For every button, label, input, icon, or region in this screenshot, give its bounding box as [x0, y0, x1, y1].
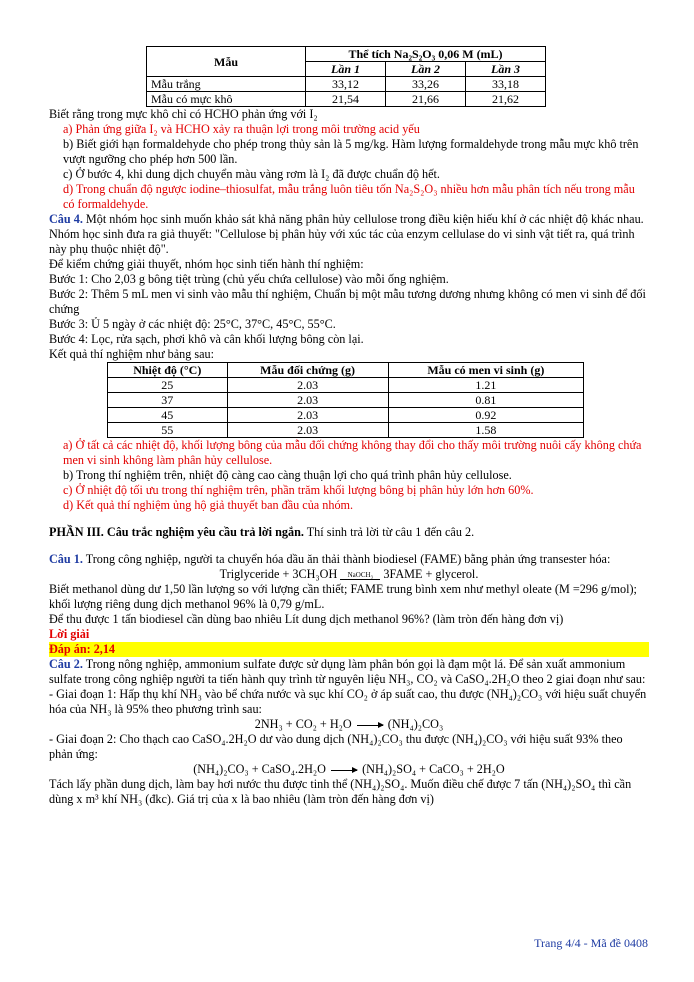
q4-step2: Bước 2: Thêm 5 mL men vi sinh vào mẫu thí nghiệm, Chuẩn bị một mẫu tương dương nhưng không có men vi sinh để đối chứng: [49, 287, 646, 316]
cell: 2.03: [227, 393, 388, 408]
table-row: [108, 378, 584, 393]
reaction-arrow-icon: [340, 571, 380, 580]
trial-1: Lần 1: [306, 62, 386, 77]
eq-left: Triglyceride + 3CH₃OH: [219, 567, 338, 581]
header-volume: Thể tích Na₂S₂O₃ 0,06 M (mL): [306, 47, 546, 62]
row-label: Mẫu có mực khô: [147, 92, 306, 107]
q3-statement-d: d) Trong chuẩn độ ngược iodine–thiosulfat, mẫu trắng luôn tiêu tốn Na₂S₂O₃ nhiều hơn mẫu phân tích nếu trong mẫu có formaldehyde.: [63, 182, 635, 211]
q3-statement-c: c) Ở bước 4, khi dung dịch chuyển màu vàng rơm là I₂ đã được chuẩn độ hết.: [63, 167, 440, 181]
header-sample: Mẫu có men vi sinh (g): [388, 363, 583, 378]
q1-answer: Đáp án: 2,14: [49, 642, 649, 657]
q3-statement-a: a) Phản ứng giữa I₂ và HCHO xảy ra thuận lợi trong môi trường acid yếu: [63, 122, 420, 136]
q3-intro: Biết rằng trong mực khô chỉ có HCHO phản ứng với I₂: [49, 107, 318, 121]
row-label: Mẫu trắng: [147, 77, 306, 92]
q4-statement-d: d) Kết quả thí nghiệm ủng hộ giả thuyết ban đầu của nhóm.: [63, 498, 354, 512]
trial-2: Lần 2: [386, 62, 466, 77]
header-control: Mẫu đối chứng (g): [227, 363, 388, 378]
table-row: [108, 423, 584, 438]
q1-equation: [49, 567, 649, 582]
q4-results: Kết quả thí nghiệm như bảng sau:: [49, 347, 215, 361]
q2-end: Tách lấy phần dung dịch, làm bay hơi nước thu được tinh thể (NH₄)₂SO₄. Muốn điều chế được 7 tấn (NH₄)₂SO₄ thì cần dùng x m³ khí NH₃ (đkc). Giá trị của x là bao nhiêu (làm tròn đến hàng đơn vị): [49, 777, 632, 806]
q4-step4: Bước 4: Lọc, rửa sạch, phơi khô và cân khối lượng bông còn lại.: [49, 332, 364, 346]
q1-solution-label: Lời giải: [49, 627, 90, 641]
cell: 2.03: [227, 423, 388, 438]
q2-stage1: - Giai đoạn 1: Hấp thụ khí NH₃ vào bể chứa nước và sục khí CO₂ ở áp suất cao, thu được (NH₄)₂CO₃ với hiệu suất chuyển hóa của NH₃ là 95% theo phương trình sau:: [49, 687, 647, 716]
eq-right: 3FAME + glycerol.: [383, 567, 479, 581]
q2-label: Câu 2.: [49, 657, 83, 671]
cell: 2.03: [227, 378, 388, 393]
titration-table: [146, 46, 546, 107]
cell: 37: [108, 393, 228, 408]
part3-title: PHẦN III. Câu trắc nghiệm yêu cầu trả lời ngắn.: [49, 525, 304, 539]
q1-info: Biết methanol dùng dư 1,50 lần lượng so với lượng cần thiết; FAME trung bình xem như methyl oleate (M =296 g/mol); khối lượng riêng dung dịch methanol 96% là 0,79 g/mL.: [49, 582, 637, 611]
q2-equation2: [49, 762, 649, 777]
cell: 45: [108, 408, 228, 423]
q4-step1: Bước 1: Cho 2,03 g bông tiệt trùng (chủ yếu chứa cellulose) vào mỗi ống nghiệm.: [49, 272, 449, 286]
q4-statement-c: c) Ở nhiệt độ tối ưu trong thí nghiệm trên, phần trăm khối lượng bông bị phân hủy lớn hơn 60%.: [63, 483, 534, 497]
q1-stem-text: Trong công nghiệp, người ta chuyển hóa dầu ăn thải thành biodiesel (FAME) bằng phản ứng transester hóa:: [82, 552, 611, 566]
reaction-arrow-icon: [331, 770, 357, 771]
table-row: [147, 92, 546, 107]
cell: 21,66: [386, 92, 466, 107]
page-content: [49, 46, 649, 807]
q4-statement-a: a) Ở tất cả các nhiệt độ, khối lượng bông của mẫu đối chứng không thay đổi cho thấy môi trường nuôi cấy không chứa men vi sinh không làm phân hủy cellulose.: [63, 438, 642, 467]
q4-statement-b: b) Trong thí nghiệm trên, nhiệt độ càng cao càng thuận lợi cho quá trình phân hủy cellulose.: [63, 468, 512, 482]
q4-verify: Để kiểm chứng giải thuyết, nhóm học sinh tiến hành thí nghiệm:: [49, 257, 364, 271]
q1-stem: [49, 552, 649, 567]
eq-right: (NH₄)₂SO₄ + CaCO₃ + 2H₂O: [362, 762, 505, 776]
cell: 21,54: [306, 92, 386, 107]
q2-equation1: [49, 717, 649, 732]
q4-step3: Bước 3: Ủ 5 ngày ở các nhiệt độ: 25°C, 37°C, 45°C, 55°C.: [49, 317, 336, 331]
cellulose-table: [107, 362, 584, 438]
header-temp: Nhiệt độ (°C): [108, 363, 228, 378]
q4-hypothesis: Nhóm học sinh đưa ra giả thuyết: "Cellulose bị phân hủy với xúc tác của enzym cellulase do vi sinh vật tiết ra, quá trình này phụ thuộc nhiệt độ".: [49, 227, 635, 256]
part3-heading: [49, 525, 649, 540]
q3-statement-b: b) Biết giới hạn formaldehyde cho phép trong thủy sản là 5 mg/kg. Hàm lượng formaldehyde trong mẫu mực khô trên vượt ngưỡng cho phép hơn 500 lần.: [63, 137, 639, 166]
cell: 33,12: [306, 77, 386, 92]
q2-stem-text: Trong nông nghiệp, ammonium sulfate được sử dụng làm phân bón gọi là đạm một lá. Để sản xuất ammonium sulfate trong công nghiệp người ta tiến hành quy trình từ nguyên liệu NH₃, CO₂ và CaSO₄.2H₂O theo 2 giai đoạn như sau:: [49, 657, 646, 686]
trial-3: Lần 3: [466, 62, 546, 77]
table-row: [108, 393, 584, 408]
eq-left: (NH₄)₂CO₃ + CaSO₄.2H₂O: [193, 762, 326, 776]
header-sample: Mẫu: [147, 47, 306, 77]
cell: 0.92: [388, 408, 583, 423]
q4-stem-text: Một nhóm học sinh muốn khảo sát khả năng phân hủy cellulose trong điều kiện hiếu khí ở các nhiệt độ khác nhau.: [82, 212, 644, 226]
cell: 25: [108, 378, 228, 393]
cell: 55: [108, 423, 228, 438]
reaction-arrow-icon: [357, 725, 383, 726]
cell: 21,62: [466, 92, 546, 107]
cell: 0.81: [388, 393, 583, 408]
q1-label: Câu 1.: [49, 552, 83, 566]
page-footer: Trang 4/4 - Mã đề 0408: [534, 936, 648, 950]
table-row: [147, 77, 546, 92]
q2-stem: [49, 657, 649, 687]
q1-question: Để thu được 1 tấn biodiesel cần dùng bao nhiêu Lít dung dịch methanol 96%? (làm tròn đến hàng đơn vị): [49, 612, 564, 626]
q4-stem: [49, 212, 649, 227]
eq-right: (NH₄)₂CO₃: [387, 717, 444, 731]
eq-left: 2NH₃ + CO₂ + H₂O: [254, 717, 352, 731]
part3-note: Thí sinh trả lời từ câu 1 đến câu 2.: [303, 525, 475, 539]
cell: 33,26: [386, 77, 466, 92]
cell: 1.58: [388, 423, 583, 438]
table-row: [108, 408, 584, 423]
cell: 33,18: [466, 77, 546, 92]
cell: 1.21: [388, 378, 583, 393]
cell: 2.03: [227, 408, 388, 423]
eq-condition: NaOCH₃: [347, 570, 374, 579]
q4-label: Câu 4.: [49, 212, 83, 226]
q2-stage2: - Giai đoạn 2: Cho thạch cao CaSO₄.2H₂O dư vào dung dịch (NH₄)₂CO₃ thu được (NH₄)₂CO₃ với hiệu suất 93% theo phản ứng:: [49, 732, 623, 761]
